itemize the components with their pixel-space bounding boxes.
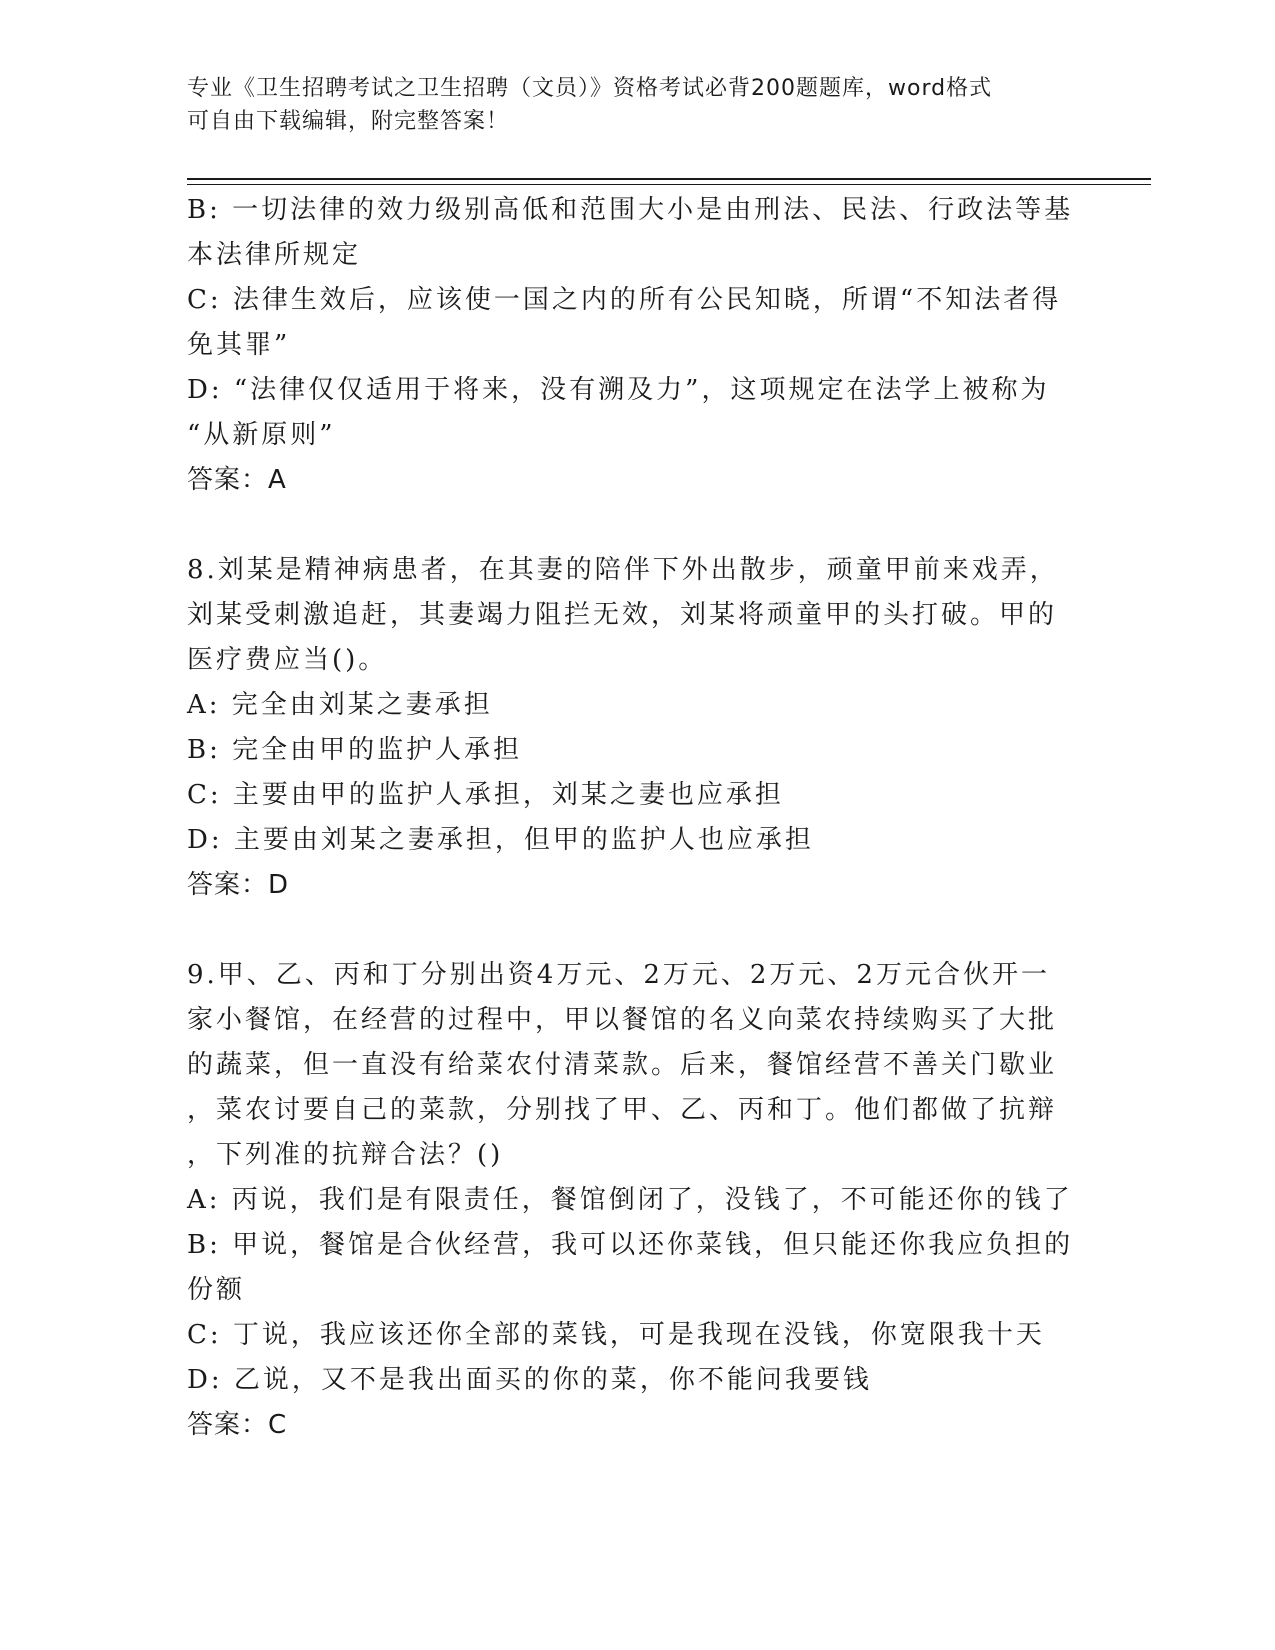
header-divider-thin	[187, 184, 1151, 185]
spacer	[187, 908, 1087, 953]
q8-option-c: C: 主要由甲的监护人承担，刘某之妻也应承担	[187, 780, 784, 810]
document-header	[187, 72, 1067, 138]
q9-answer: 答案：C	[187, 1410, 288, 1440]
spacer	[187, 503, 1087, 548]
q9-option-d: D: 乙说，又不是我出面买的你的菜，你不能问我要钱	[187, 1365, 872, 1395]
q7-answer: 答案：A	[187, 465, 287, 495]
header-line-2: 可自由下载编辑，附完整答案！	[187, 109, 510, 134]
q8-option-d: D: 主要由刘某之妻承担，但甲的监护人也应承担	[187, 825, 814, 855]
q9-stem-line-2: 家小餐馆，在经营的过程中，甲以餐馆的名义向菜农持续购买了大批	[187, 1005, 1058, 1035]
q7-option-d-line-2: “从新原则”	[187, 420, 336, 450]
q8-option-a: A: 完全由刘某之妻承担	[187, 690, 493, 720]
document-body	[187, 188, 1087, 1448]
header-divider-thick	[187, 178, 1151, 180]
q8-option-b: B: 完全由甲的监护人承担	[187, 735, 523, 765]
q9-option-b-line-2: 份额	[187, 1275, 246, 1305]
q8-stem-line-3: 医疗费应当()。	[187, 645, 388, 675]
q9-option-c: C: 丁说，我应该还你全部的菜钱，可是我现在没钱，你宽限我十天	[187, 1320, 1045, 1350]
q8-answer: 答案：D	[187, 870, 290, 900]
q7-option-c-line-2: 免其罪”	[187, 330, 291, 360]
question-9-block	[187, 953, 1087, 1448]
q9-option-a: A: 丙说，我们是有限责任，餐馆倒闭了，没钱了，不可能还你的钱了	[187, 1185, 1073, 1215]
q7-option-d-line-1: D: “法律仅仅适用于将来，没有溯及力”，这项规定在法学上被称为	[187, 375, 1050, 405]
question-7-block	[187, 188, 1087, 503]
q7-option-b-line-1: B: 一切法律的效力级别高低和范围大小是由刑法、民法、行政法等基	[187, 195, 1074, 225]
q9-stem-line-4: ，菜农讨要自己的菜款，分别找了甲、乙、丙和丁。他们都做了抗辩	[187, 1095, 1058, 1125]
q9-stem-line-5: ，下列准的抗辩合法？()	[187, 1140, 504, 1170]
question-8-block	[187, 548, 1087, 908]
header-line-1: 专业《卫生招聘考试之卫生招聘（文员）》资格考试必背200题题库，word格式	[187, 76, 993, 101]
q7-option-c-line-1: C: 法律生效后，应该使一国之内的所有公民知晓，所谓“不知法者得	[187, 285, 1062, 315]
q8-stem-line-1: 8.刘某是精神病患者，在其妻的陪伴下外出散步，顽童甲前来戏弄，	[187, 555, 1059, 585]
q9-stem-line-3: 的蔬菜，但一直没有给菜农付清菜款。后来，餐馆经营不善关门歇业	[187, 1050, 1058, 1080]
q9-option-b-line-1: B: 甲说，餐馆是合伙经营，我可以还你菜钱，但只能还你我应负担的	[187, 1230, 1074, 1260]
q8-stem-line-2: 刘某受刺激追赶，其妻竭力阻拦无效，刘某将顽童甲的头打破。甲的	[187, 600, 1058, 630]
q7-option-b-line-2: 本法律所规定	[187, 240, 362, 270]
q9-stem-line-1: 9.甲、乙、丙和丁分别出资4万元、2万元、2万元、2万元合伙开一	[187, 960, 1050, 990]
